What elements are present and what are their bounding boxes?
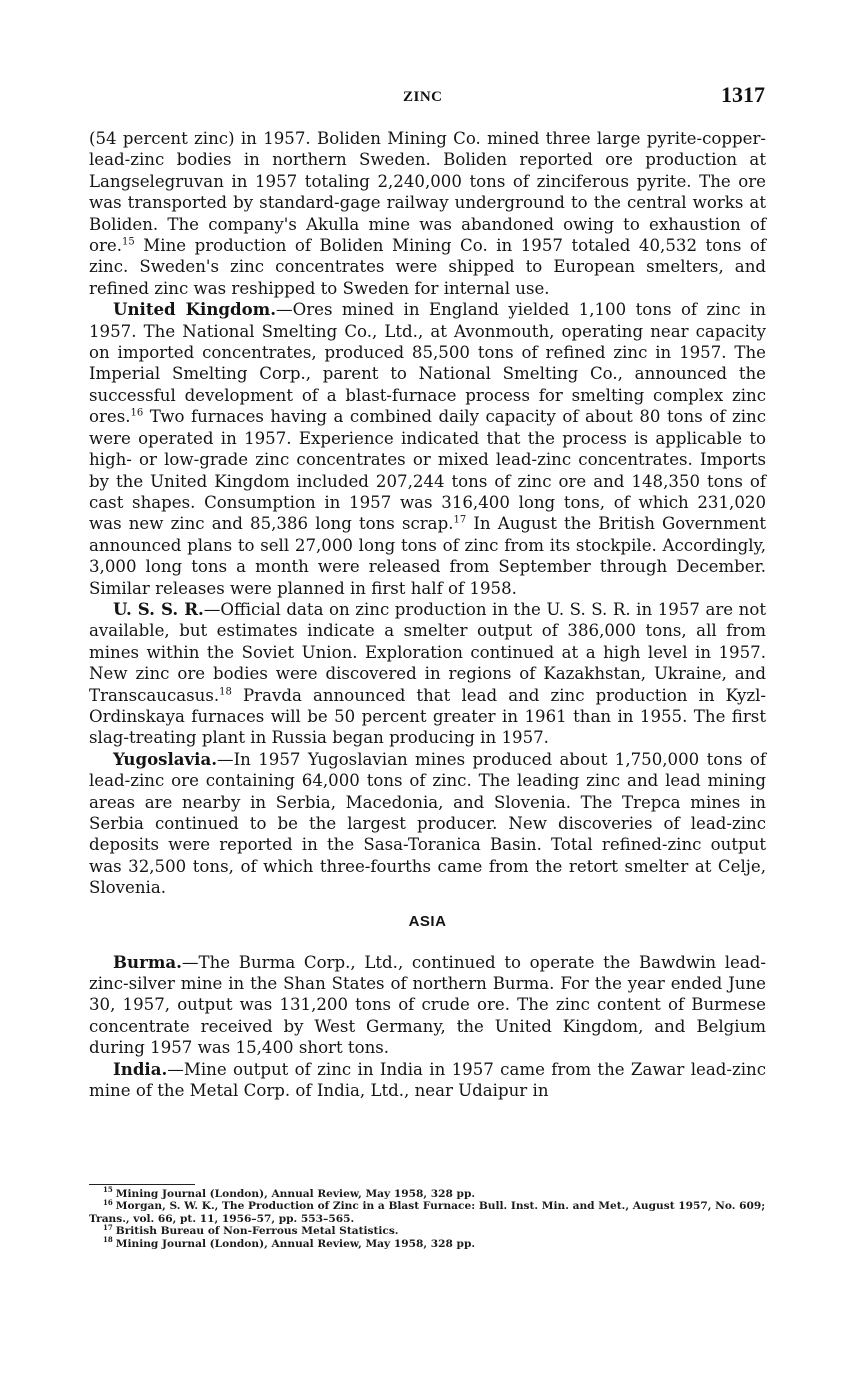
paragraph-ussr xyxy=(89,599,766,749)
footnotes xyxy=(89,1185,766,1250)
footnote-15 xyxy=(89,1185,766,1200)
body-text xyxy=(89,128,766,1101)
footnote-number: 17 xyxy=(103,1222,113,1232)
page-number: 1317 xyxy=(721,82,765,107)
uk-text-2: Two furnaces having a combined daily capacity of about 80 tons of zinc were operated in 1957. Experience indicated that the process is applicable to high- or low-grade zinc concentrates or mixed lead-zinc concentrates. Imports by the United Kingdom included 207,244 tons of zinc ore and 148,350 tons of cast shapes. Consumption in 1957 was 316,400 long tons, of which 231,020 was new zinc and 85,386 long tons scrap. xyxy=(89,407,766,534)
paragraph-sweden xyxy=(89,128,766,299)
footnote-ref-17: 17 xyxy=(453,514,467,526)
footnote-text: Morgan, S. W. K., The Production of Zinc in a Blast Furnace: Bull. Inst. Min. and Met., August 1957, No. 609; Trans., vol. 66, pt. 11, 1956–57, pp. 553–565. xyxy=(89,1200,766,1225)
sweden-text-continued: Mine production of Boliden Mining Co. in 1957 totaled 40,532 tons of zinc. Sweden's zinc concentrates were shipped to European smelters, and refined zinc was reshipped to Sweden for internal use. xyxy=(89,236,766,298)
footnote-ref-16: 16 xyxy=(130,407,144,419)
heading-united-kingdom: United Kingdom. xyxy=(113,299,277,320)
section-heading-asia: ASIA xyxy=(408,912,447,930)
footnote-17 xyxy=(89,1222,766,1238)
paragraph-yugoslavia xyxy=(89,749,766,899)
footnote-ref-15: 15 xyxy=(122,236,135,248)
footnote-number: 18 xyxy=(103,1235,113,1245)
footnote-ref-18: 18 xyxy=(219,686,232,698)
paragraph-united-kingdom xyxy=(89,299,766,599)
ussr-text-2: Pravda announced that lead and zinc production in Kyzl-Ordinskaya furnaces will be 50 percent greater in 1961 than in 1955. The first slag-treating plant in Russia began producing in 1957. xyxy=(89,685,766,748)
footnote-number: 15 xyxy=(103,1185,113,1195)
india-text: —Mine output of zinc in India in 1957 came from the Zawar lead-zinc mine of the Metal Corp. of India, Ltd., near Udaipur in xyxy=(89,1059,766,1101)
footnote-16 xyxy=(89,1197,766,1225)
burma-text: —The Burma Corp., Ltd., continued to operate the Bawdwin lead-zinc-silver mine in the Shan States of northern Burma. For the year ended June 30, 1957, output was 131,200 tons of crude ore. The zinc content of Burmese concentrate received by West Germany, the United Kingdom, and Belgium during 1957 was 15,400 short tons. xyxy=(89,952,766,1058)
paragraph-burma xyxy=(89,952,766,1059)
running-title: ZINC xyxy=(403,89,443,105)
yugoslavia-text: —In 1957 Yugoslavian mines produced about 1,750,000 tons of lead-zinc ore containing 64,000 tons of zinc. The leading zinc and lead mining areas are nearby in Serbia, Macedonia, and Slovenia. The Trepca mines in Serbia continued to be the largest producer. New discoveries of lead-zinc deposits were reported in the Sasa-Toranica Basin. Total refined-zinc output was 32,500 tons, of which three-fourths came from the retort smelter at Celje, Slovenia. xyxy=(89,749,766,898)
heading-india: India. xyxy=(113,1058,168,1079)
footnote-text: Mining Journal (London), Annual Review, May 1958, 328 pp. xyxy=(115,1188,476,1200)
heading-ussr: U. S. S. R. xyxy=(113,598,204,619)
footnote-text: British Bureau of Non-Ferrous Metal Statistics. xyxy=(115,1225,399,1238)
footnote-text: Mining Journal (London), Annual Review, May 1958, 328 pp. xyxy=(115,1237,476,1250)
sweden-text: (54 percent zinc) in 1957. Boliden Mining Co. mined three large pyrite-copper-lead-zinc bodies in northern Sweden. Boliden reported ore production at Langselegruvan in 1957 totaling 2,240,000 tons of zinciferous pyrite. The ore was transported by standard-gage railway underground to the central works at Boliden. The company's Akulla mine was abandoned owing to exhaustion of ore. xyxy=(89,129,766,256)
heading-burma: Burma. xyxy=(113,951,182,972)
footnote-18 xyxy=(89,1235,766,1250)
uk-text-3: In August the British Government announced plans to sell 27,000 long tons of zinc from its stockpile. Accordingly, 3,000 long tons a month were released from September through December. Similar releases were planned in first half of 1958. xyxy=(89,514,766,598)
ussr-text-1: —Official data on zinc production in the U. S. S. R. in 1957 are not available, but estimates indicate a smelter output of 386,000 tons, all from mines within the Soviet Union. Exploration continued at a high level in 1957. New zinc ore bodies were discovered in regions of Kazakhstan, Ukraine, and Transcaucasus. xyxy=(89,599,766,705)
footnote-number: 16 xyxy=(103,1197,113,1207)
paragraph-india xyxy=(89,1059,766,1102)
heading-yugoslavia: Yugoslavia. xyxy=(113,748,218,769)
uk-text-1: —Ores mined in England yielded 1,100 tons of zinc in 1957. The National Smelting Co., Ltd., at Avonmouth, operating near capacity on imported concentrates, produced 85,500 tons of refined zinc in 1957. The Imperial Smelting Corp., parent to National Smelting Co., announced the successful development of a blast-furnace process for smelting complex zinc ores. xyxy=(89,300,766,427)
